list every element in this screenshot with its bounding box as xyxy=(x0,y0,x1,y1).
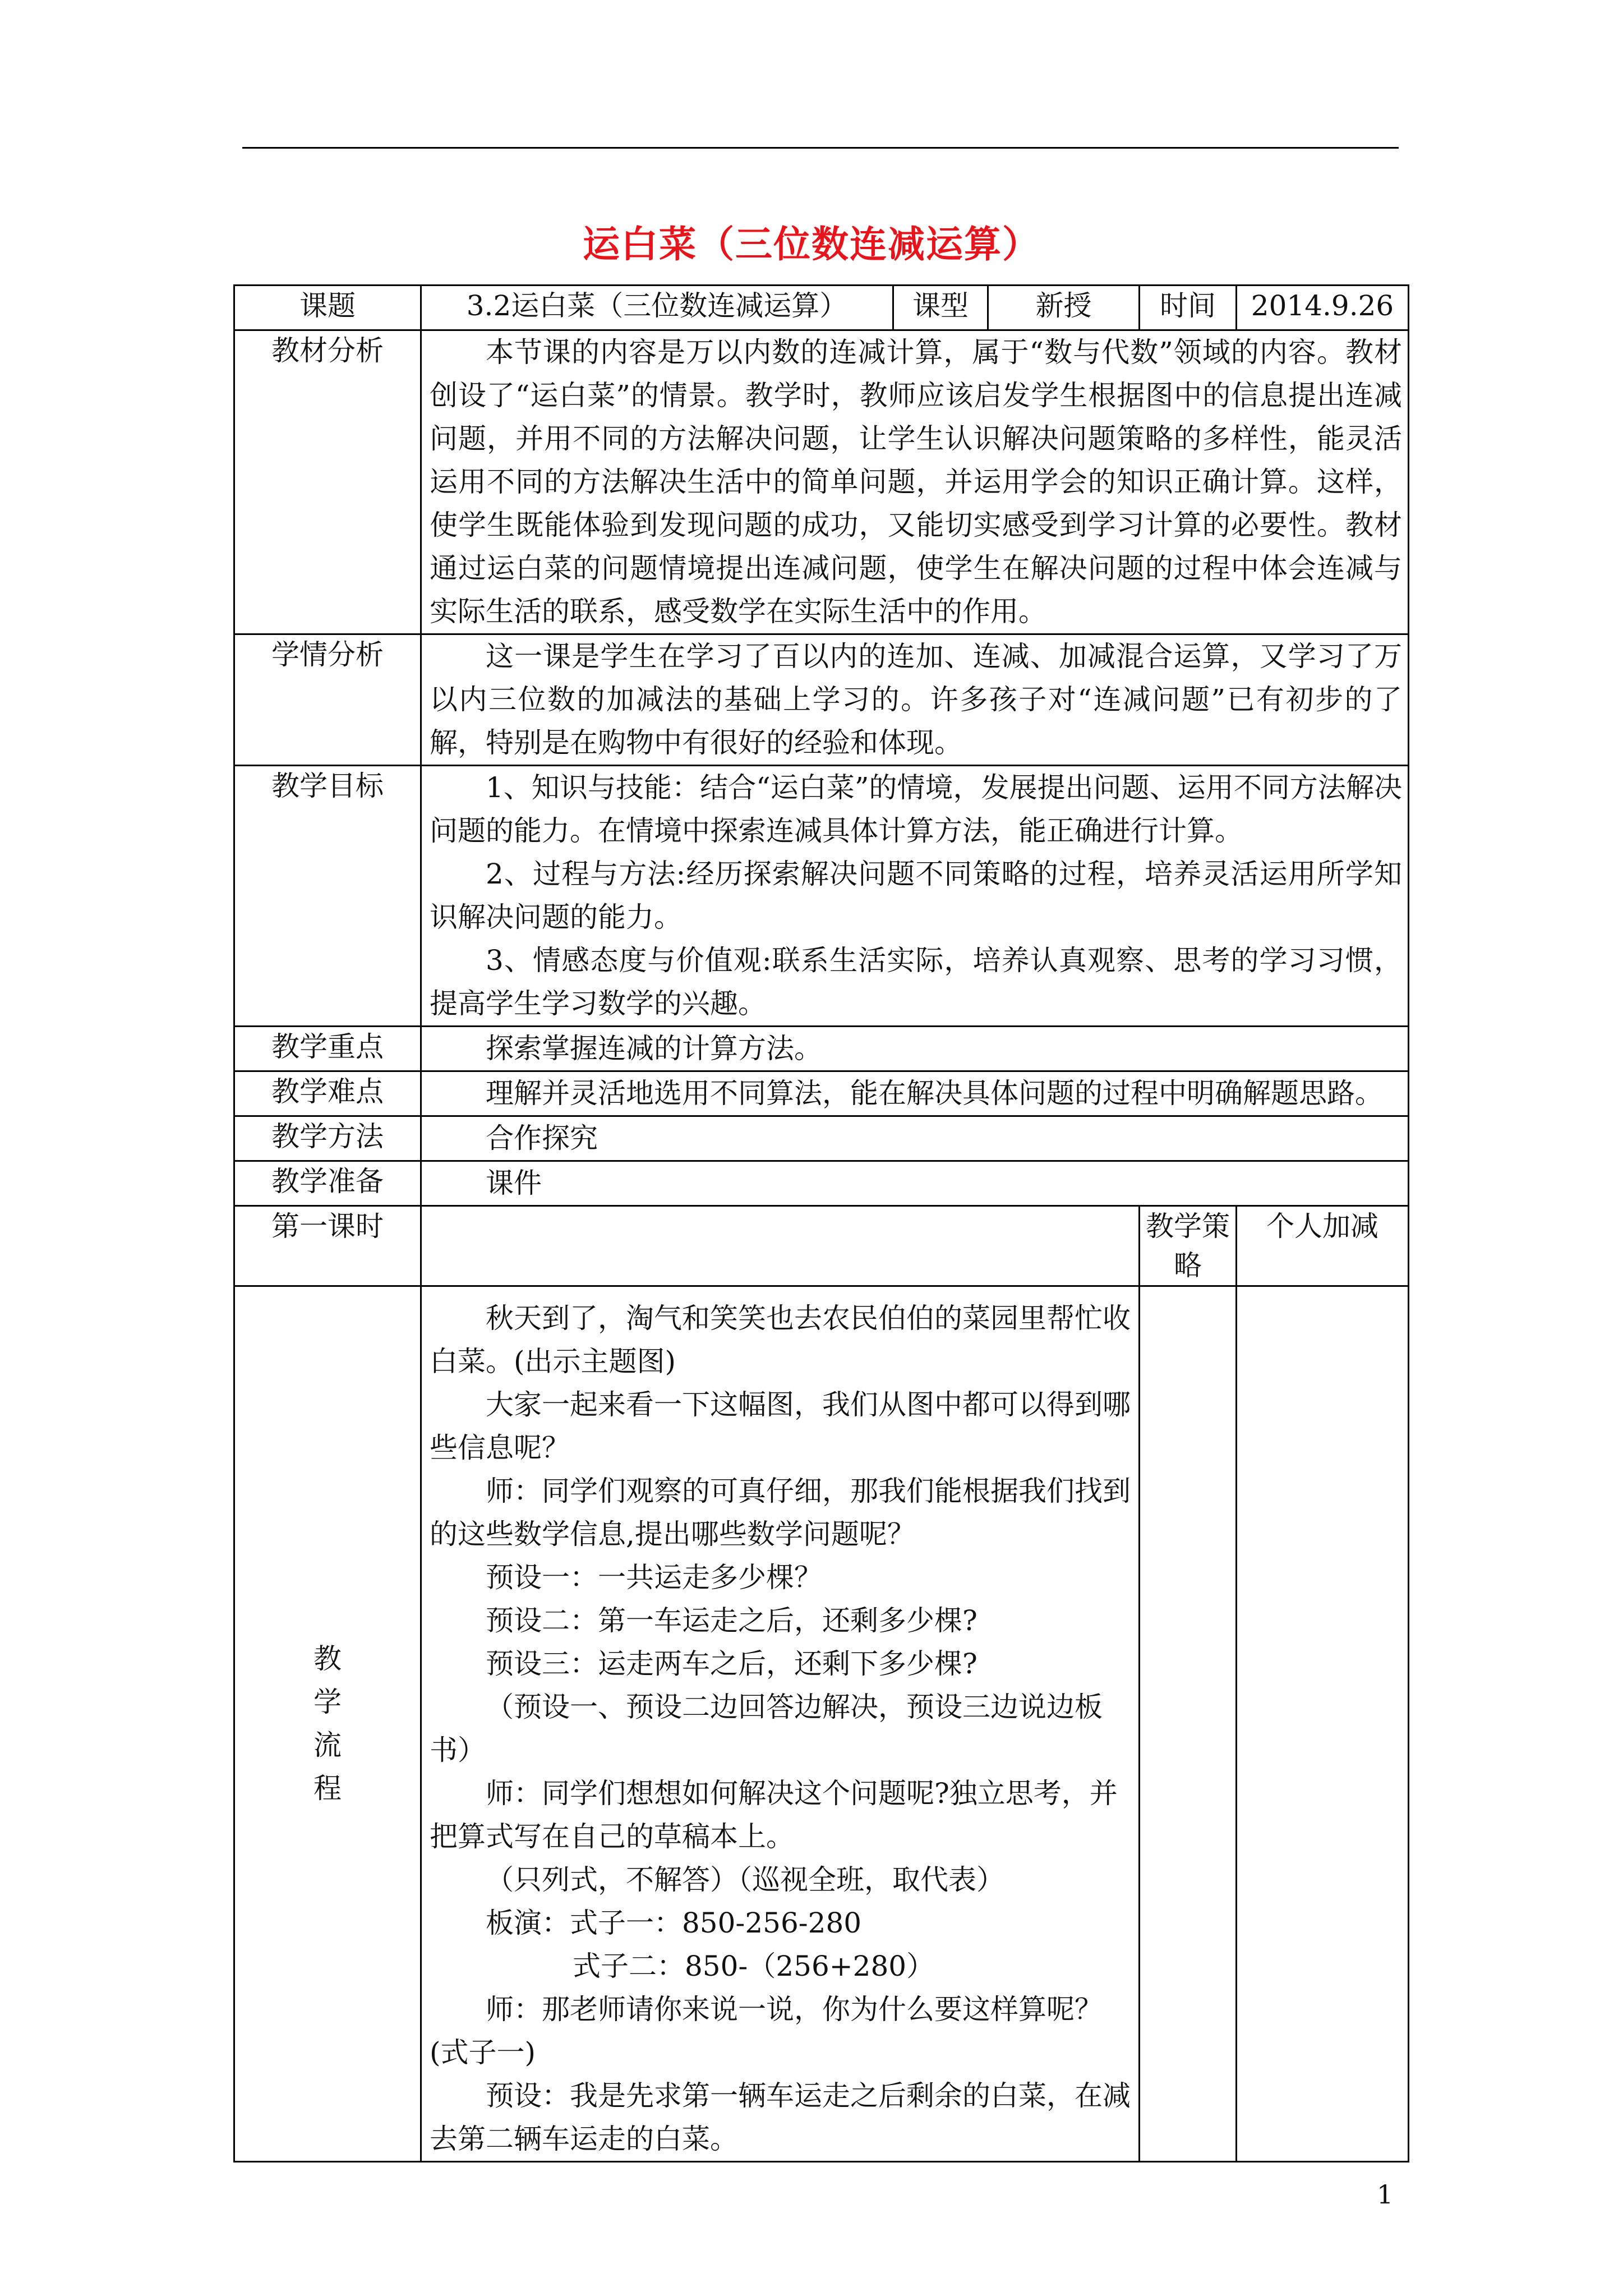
textbook-analysis-label: 教材分析 xyxy=(234,330,421,634)
objective-item: 2、过程与方法:经历探索解决问题不同策略的过程，培养灵活运用所学知识解决问题的能力。 xyxy=(430,858,1402,933)
method-row xyxy=(234,1116,1409,1161)
process-paragraph: 预设三：运走两车之后，还剩下多少棵? xyxy=(486,1648,978,1680)
document-title: 运白菜（三位数连减运算） xyxy=(583,222,1040,266)
preparation-text: 课件 xyxy=(486,1167,542,1199)
period-blank xyxy=(421,1206,1140,1286)
strategy-header: 教学策略 xyxy=(1140,1206,1237,1286)
adjust-cell xyxy=(1237,1286,1409,2162)
method-label: 教学方法 xyxy=(234,1116,421,1161)
strategy-cell xyxy=(1140,1286,1237,2162)
lesson-header-row xyxy=(234,1206,1409,1286)
process-paragraph: （只列式，不解答）（巡视全班，取代表） xyxy=(486,1864,1004,1896)
textbook-analysis-text: 本节课的内容是万以内数的连减计算，属于“数与代数”领域的内容。教材创设了“运白菜”的情景。教学时，教师应该启发学生根据图中的信息提出连减问题，并用不同的方法解决问题，让学生认识解决问题策略的多样性，能灵活运用不同的方法解决生活中的简单问题，并运用学会的知识正确计算。这样，使学生既能体验到发现问题的成功，又能切实感受到学习计算的必要性。教材通过运白菜的问题情境提出连减问题，使学生在解决问题的过程中体会连减与实际生活的联系，感受数学在实际生活中的作用。 xyxy=(430,336,1402,628)
process-paragraph: 预设：我是先求第一辆车运走之后剩余的白菜，在减去第二辆车运走的白菜。 xyxy=(430,2079,1131,2155)
process-paragraph: 板演：式子一：850-256-280 xyxy=(486,1907,862,1939)
preparation-label: 教学准备 xyxy=(234,1161,421,1206)
process-paragraph: 师：同学们观察的可真仔细，那我们能根据我们找到的这些数学信息,提出哪些数学问题呢？ xyxy=(430,1475,1131,1550)
label-type: 课型 xyxy=(893,286,988,330)
process-label xyxy=(234,1286,421,2162)
objective-item: 3、情感态度与价值观:联系生活实际，培养认真观察、思考的学习习惯，提高学生学习数学的兴趣。 xyxy=(430,944,1402,1020)
objective-item: 1、知识与技能：结合“运白菜”的情境，发展提出问题、运用不同方法解决问题的能力。在情境中探索连减具体计算方法，能正确进行计算。 xyxy=(430,771,1402,847)
header-rule xyxy=(242,147,1399,149)
key-point-row xyxy=(234,1027,1409,1071)
process-paragraph: 师：那老师请你来说一说，你为什么要这样算呢？(式子一) xyxy=(430,1993,1103,2069)
textbook-analysis-row xyxy=(234,330,1409,634)
process-paragraph: 预设一：一共运走多少棵？ xyxy=(486,1561,822,1594)
type-value: 新授 xyxy=(988,286,1140,330)
difficulty-label: 教学难点 xyxy=(234,1071,421,1116)
process-row xyxy=(234,1286,1409,2162)
student-analysis-label: 学情分析 xyxy=(234,634,421,766)
key-point-label: 教学重点 xyxy=(234,1027,421,1071)
process-label-char: 程 xyxy=(313,1772,342,1805)
date-value: 2014.9.26 xyxy=(1237,286,1409,330)
lesson-plan-table xyxy=(233,284,1409,2162)
process-paragraph: 师：同学们想想如何解决这个问题呢?独立思考，并把算式写在自己的草稿本上。 xyxy=(430,1777,1118,1853)
key-point-text: 探索掌握连减的计算方法。 xyxy=(486,1032,822,1065)
page-number: 1 xyxy=(1377,2179,1394,2210)
process-paragraph: 秋天到了，淘气和笑笑也去农民伯伯的菜园里帮忙收白菜。(出示主题图) xyxy=(430,1302,1131,1378)
difficulty-row xyxy=(234,1071,1409,1116)
difficulty-text: 理解并灵活地选用不同算法，能在解决具体问题的过程中明确解题思路。 xyxy=(486,1077,1383,1110)
formula-two: 式子二：850-（256+280） xyxy=(573,1950,935,1982)
adjust-header: 个人加减 xyxy=(1237,1206,1409,1286)
objectives-row xyxy=(234,766,1409,1027)
label-time: 时间 xyxy=(1140,286,1237,330)
process-label-char: 教 xyxy=(313,1642,342,1675)
topic-value: 3.2运白菜（三位数连减运算） xyxy=(421,286,893,330)
process-paragraph: 预设二：第一车运走之后，还剩多少棵? xyxy=(486,1604,978,1637)
process-paragraph: 大家一起来看一下这幅图，我们从图中都可以得到哪些信息呢？ xyxy=(430,1388,1131,1464)
period-label: 第一课时 xyxy=(234,1206,421,1286)
process-paragraph: （预设一、预设二边回答边解决，预设三边说边板书） xyxy=(430,1691,1103,1766)
objectives-label: 教学目标 xyxy=(234,766,421,1027)
label-topic: 课题 xyxy=(234,286,421,330)
preparation-row xyxy=(234,1161,1409,1206)
student-analysis-text: 这一课是学生在学习了百以内的连加、连减、加减混合运算，又学习了万以内三位数的加减法的基础上学习的。许多孩子对“连减问题”已有初步的了解，特别是在购物中有很好的经验和体现。 xyxy=(430,640,1402,759)
process-label-char: 流 xyxy=(313,1729,342,1761)
process-label-char: 学 xyxy=(313,1686,342,1718)
info-row xyxy=(234,286,1409,330)
student-analysis-row xyxy=(234,634,1409,766)
method-text: 合作探究 xyxy=(486,1122,598,1154)
